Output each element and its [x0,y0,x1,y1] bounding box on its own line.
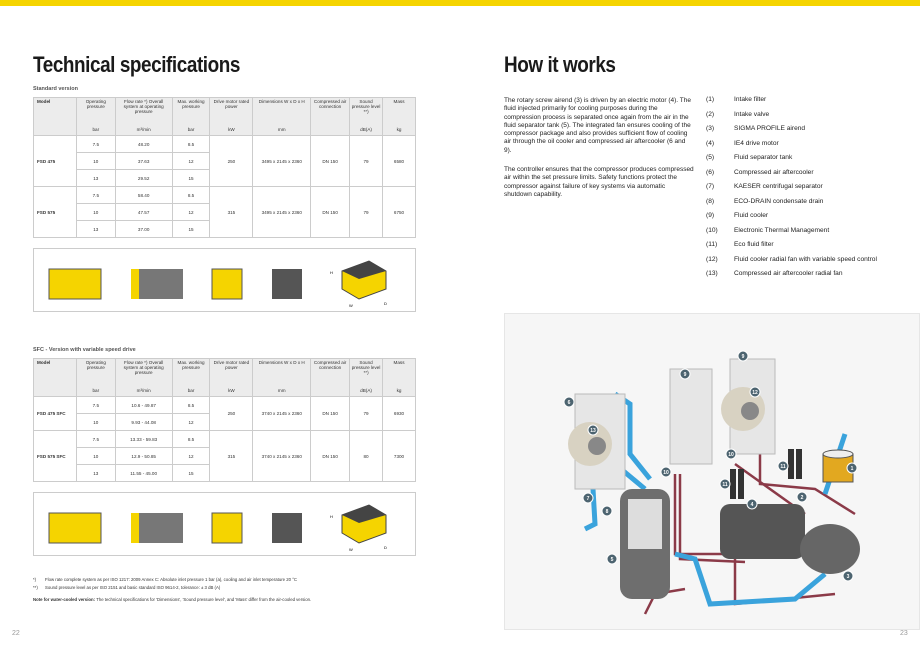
motor-power: 250 [210,136,253,187]
flow-rate: 9.93 - 44.08 [115,414,172,431]
max-pressure: 8.5 [172,136,210,153]
other-side-view [272,513,302,543]
operating-pressure: 13 [76,221,115,238]
flow-rate: 37.63 [115,153,172,170]
legend-number: (1) [706,96,715,103]
mass: 6750 [383,187,416,238]
column-unit [34,385,77,397]
max-pressure: 12 [172,204,210,221]
legend-number: (12) [706,255,718,263]
callout-number: 13 [590,428,596,434]
callout-number: 11 [722,482,728,488]
callout-number: 9 [741,354,745,360]
max-pressure: 8.5 [172,187,210,204]
standard-version-heading: Standard version [33,86,78,92]
note-label: Note for water-cooled version: [33,597,96,602]
rear-view-panel [131,513,139,543]
column-header: Operating pressure [76,98,115,124]
operating-pressure: 13 [76,465,115,482]
side-view [212,513,242,543]
legend-number: (2) [706,110,715,118]
column-unit [311,124,350,136]
dimensions: 3740 x 2145 x 2360 [253,431,311,482]
legend-number: (6) [706,168,715,176]
footnote-text: Sound pressure level as per ISO 2151 and basic standard ISO 9614-2, tolerance: ± 3 dB (A) [45,585,221,590]
column-header: Model [34,98,77,124]
legend-item [706,111,877,126]
flow-rate: 10.6 - 49.87 [115,397,172,414]
units-row [34,124,416,136]
product-views-standard [33,248,416,312]
column-unit: mm [253,385,311,397]
table-row [34,431,416,448]
column-header: Mass [383,359,416,385]
footnote-text: Flow rate complete system as per ISO 1217: 2009 Annex C: Absolute inlet pressure 1 bar (a), cooling and air inlet temperature 20 °C [45,577,298,582]
dimension-d: D [384,301,387,306]
water-cooled-note [33,597,311,602]
column-header: Max. working pressure [172,359,210,385]
flow-rate: 11.55 - 45.00 [115,465,172,482]
callout-4 [747,499,757,509]
max-pressure: 12 [172,448,210,465]
legend-label: Compressed air aftercooler [734,168,814,176]
legend-item [706,125,877,140]
header-row [34,98,416,124]
legend-number: (7) [706,183,715,190]
legend-label: IE4 drive motor [734,139,779,147]
column-unit [34,124,77,136]
footnote-1 [33,577,297,582]
callout-11 [720,479,730,489]
callout-12 [750,387,760,397]
dimension-w: W [349,547,353,552]
callout-number: 3 [846,574,850,580]
flow-rate: 29.52 [115,170,172,187]
callout-7 [583,493,593,503]
operating-pressure: 10 [76,448,115,465]
legend-item [706,256,877,271]
flow-rate: 13.33 - 59.83 [115,431,172,448]
fluid-cooler-1 [670,369,712,464]
intro-paragraph: The rotary screw airend (3) is driven by an electric motor (4). The fluid injected primarily for cooling purposes during the compression process is separated once again from the air in the fluid separator tank (5). The integrated fan ensures cooling of the compressor package and also provides sufficient flow of cooling air through the oil cooler and compressed air aftercooler (6 and 9). [504,97,692,154]
legend-label: Electronic Thermal Management [734,226,830,234]
legend-item [706,96,877,111]
max-pressure: 15 [172,170,210,187]
mass: 7300 [383,431,416,482]
legend-number: (9) [706,212,715,219]
dimension-w: W [349,303,353,308]
operating-pressure: 13 [76,170,115,187]
legend-number: (4) [706,139,715,147]
callout-number: 4 [750,502,754,508]
callout-number: 10 [663,470,669,476]
air-connection: DN 150 [311,397,350,431]
dimension-d: D [384,545,387,550]
page-title-how-it-works: How it works [504,52,616,77]
legend-item [706,169,877,184]
operating-pressure: 7.5 [76,431,115,448]
callout-number: 2 [800,495,804,501]
callout-9 [738,351,748,361]
operating-pressure: 10 [76,204,115,221]
units-row [34,385,416,397]
column-header: Model [34,359,77,385]
callout-11 [778,461,788,471]
operating-pressure: 7.5 [76,136,115,153]
operating-pressure: 10 [76,153,115,170]
component-legend [706,96,877,285]
separator-tank [620,489,670,599]
sound-level: 80 [350,431,383,482]
column-unit: m³/min [115,385,172,397]
front-view [49,513,101,543]
model-name: FSD 575 [34,187,77,238]
callout-8 [602,506,612,516]
flow-rate: 12.9 - 50.85 [115,448,172,465]
column-unit: bar [172,124,210,136]
flow-rate: 47.57 [115,204,172,221]
flow-rate: 37.00 [115,221,172,238]
column-header: Max. working pressure [172,98,210,124]
page-title-specs: Technical specifications [33,52,240,77]
column-unit: bar [76,385,115,397]
drive-motor [720,504,860,574]
column-header: Dimensions W x D x H [253,98,311,124]
legend-label: KAESER centrifugal separator [734,183,823,190]
legend-label: Intake filter [734,96,767,103]
column-unit [311,385,350,397]
legend-item [706,270,877,285]
callout-10 [661,467,671,477]
operating-pressure: 7.5 [76,187,115,204]
dimensions: 3495 x 2145 x 2360 [253,187,311,238]
legend-label: Fluid cooler [734,212,769,219]
model-name: FSD 475 SFC [34,397,77,431]
column-header: Mass [383,98,416,124]
callout-10 [726,449,736,459]
column-header: Flow rate *) Overall system at operating pressure [115,98,172,124]
column-header: Compressed air connection [311,98,350,124]
legend-number: (11) [706,241,718,248]
legend-number: (13) [706,270,718,277]
motor-power: 250 [210,397,253,431]
callout-5 [607,554,617,564]
column-header: Sound pressure level **) [350,359,383,385]
flow-rate: 58.40 [115,187,172,204]
column-unit: m³/min [115,124,172,136]
column-unit: kW [210,385,253,397]
fluid-cooler-2 [721,359,775,454]
legend-item [706,212,877,227]
fluid-filters [730,449,802,499]
legend-label: Fluid cooler radial fan with variable speed control [734,255,877,263]
compressor-flow-diagram [504,313,920,630]
sfc-version-heading: SFC - Version with variable speed drive [33,347,136,353]
dimensions: 3740 x 2145 x 2360 [253,397,311,431]
legend-label: Compressed air aftercooler radial fan [734,270,843,277]
mass: 6930 [383,397,416,431]
header-row [34,359,416,385]
callout-6 [564,397,574,407]
motor-power: 315 [210,187,253,238]
callout-number: 12 [752,390,758,396]
model-name: FSD 475 [34,136,77,187]
air-connection: DN 150 [311,136,350,187]
legend-number: (5) [706,154,715,161]
brand-bar [0,0,920,6]
legend-item [706,183,877,198]
product-views-sfc [33,492,416,556]
callout-number: 1 [850,466,854,472]
aftercooler [568,394,625,489]
callout-number: 9 [683,372,687,378]
max-pressure: 12 [172,153,210,170]
column-unit: kW [210,124,253,136]
callout-number: 10 [728,452,734,458]
side-view [212,269,242,299]
note-text: The technical specifications for 'Dimensions', 'Sound pressure level', and 'Mass' differ from the air-cooled version. [95,597,312,602]
flow-rate: 48.20 [115,136,172,153]
sfc-spec-table [33,358,416,482]
legend-item [706,154,877,169]
column-unit: mm [253,124,311,136]
column-unit: bar [172,385,210,397]
legend-label: SIGMA PROFILE airend [734,125,806,132]
column-header: Flow rate *) Overall system at operating pressure [115,359,172,385]
model-name: FSD 575 SFC [34,431,77,482]
callout-number: 11 [780,464,786,470]
column-header: Compressed air connection [311,359,350,385]
legend-label: Intake valve [734,110,770,118]
column-header: Dimensions W x D x H [253,359,311,385]
other-side-view [272,269,302,299]
callout-number: 6 [567,400,571,406]
column-unit: dB(A) [350,385,383,397]
callout-number: 8 [605,509,609,515]
legend-item [706,241,877,256]
footnote-mark: *) [33,577,37,582]
dimension-h: H [330,514,333,519]
standard-spec-table [33,97,416,238]
column-unit: bar [76,124,115,136]
dimension-h: H [330,270,333,275]
legend-item [706,140,877,155]
front-view [49,269,101,299]
footnote-mark: **) [33,585,38,590]
legend-number: (8) [706,197,715,205]
legend-item [706,227,877,242]
operating-pressure: 10 [76,414,115,431]
callout-number: 5 [610,557,614,563]
sound-level: 79 [350,397,383,431]
operating-pressure: 7.5 [76,397,115,414]
air-connection: DN 150 [311,431,350,482]
max-pressure: 8.5 [172,431,210,448]
column-header: Drive motor rated power [210,98,253,124]
column-unit: kg [383,385,416,397]
dimensions: 3495 x 2145 x 2360 [253,136,311,187]
table-row [34,136,416,153]
sound-level: 79 [350,187,383,238]
max-pressure: 8.5 [172,397,210,414]
callout-number: 7 [586,496,590,502]
rear-view-panel [131,269,139,299]
column-header: Drive motor rated power [210,359,253,385]
column-unit: dB(A) [350,124,383,136]
callout-9 [680,369,690,379]
legend-item [706,198,877,213]
callout-1 [847,463,857,473]
column-unit: kg [383,124,416,136]
footnote-2 [33,585,220,590]
legend-label: ECO-DRAIN condensate drain [734,197,824,205]
table-row [34,187,416,204]
mass: 6580 [383,136,416,187]
column-header: Sound pressure level **) [350,98,383,124]
max-pressure: 15 [172,221,210,238]
callout-13 [588,425,598,435]
sound-level: 79 [350,136,383,187]
table-row [34,397,416,414]
legend-number: (3) [706,125,715,132]
motor-power: 315 [210,431,253,482]
column-header: Operating pressure [76,359,115,385]
page-number-right: 23 [900,630,908,637]
callout-2 [797,492,807,502]
page-number-left: 22 [12,630,20,637]
legend-label: Fluid separator tank [734,154,793,161]
air-connection: DN 150 [311,187,350,238]
legend-number: (10) [706,226,718,234]
callout-3 [843,571,853,581]
max-pressure: 15 [172,465,210,482]
legend-label: Eco fluid filter [734,241,774,248]
max-pressure: 12 [172,414,210,431]
controller-paragraph: The controller ensures that the compressor produces compressed air within the set pressure limits. Safety functions protect the compressor against failure of key systems via automatic shutdown capability. [504,166,694,198]
